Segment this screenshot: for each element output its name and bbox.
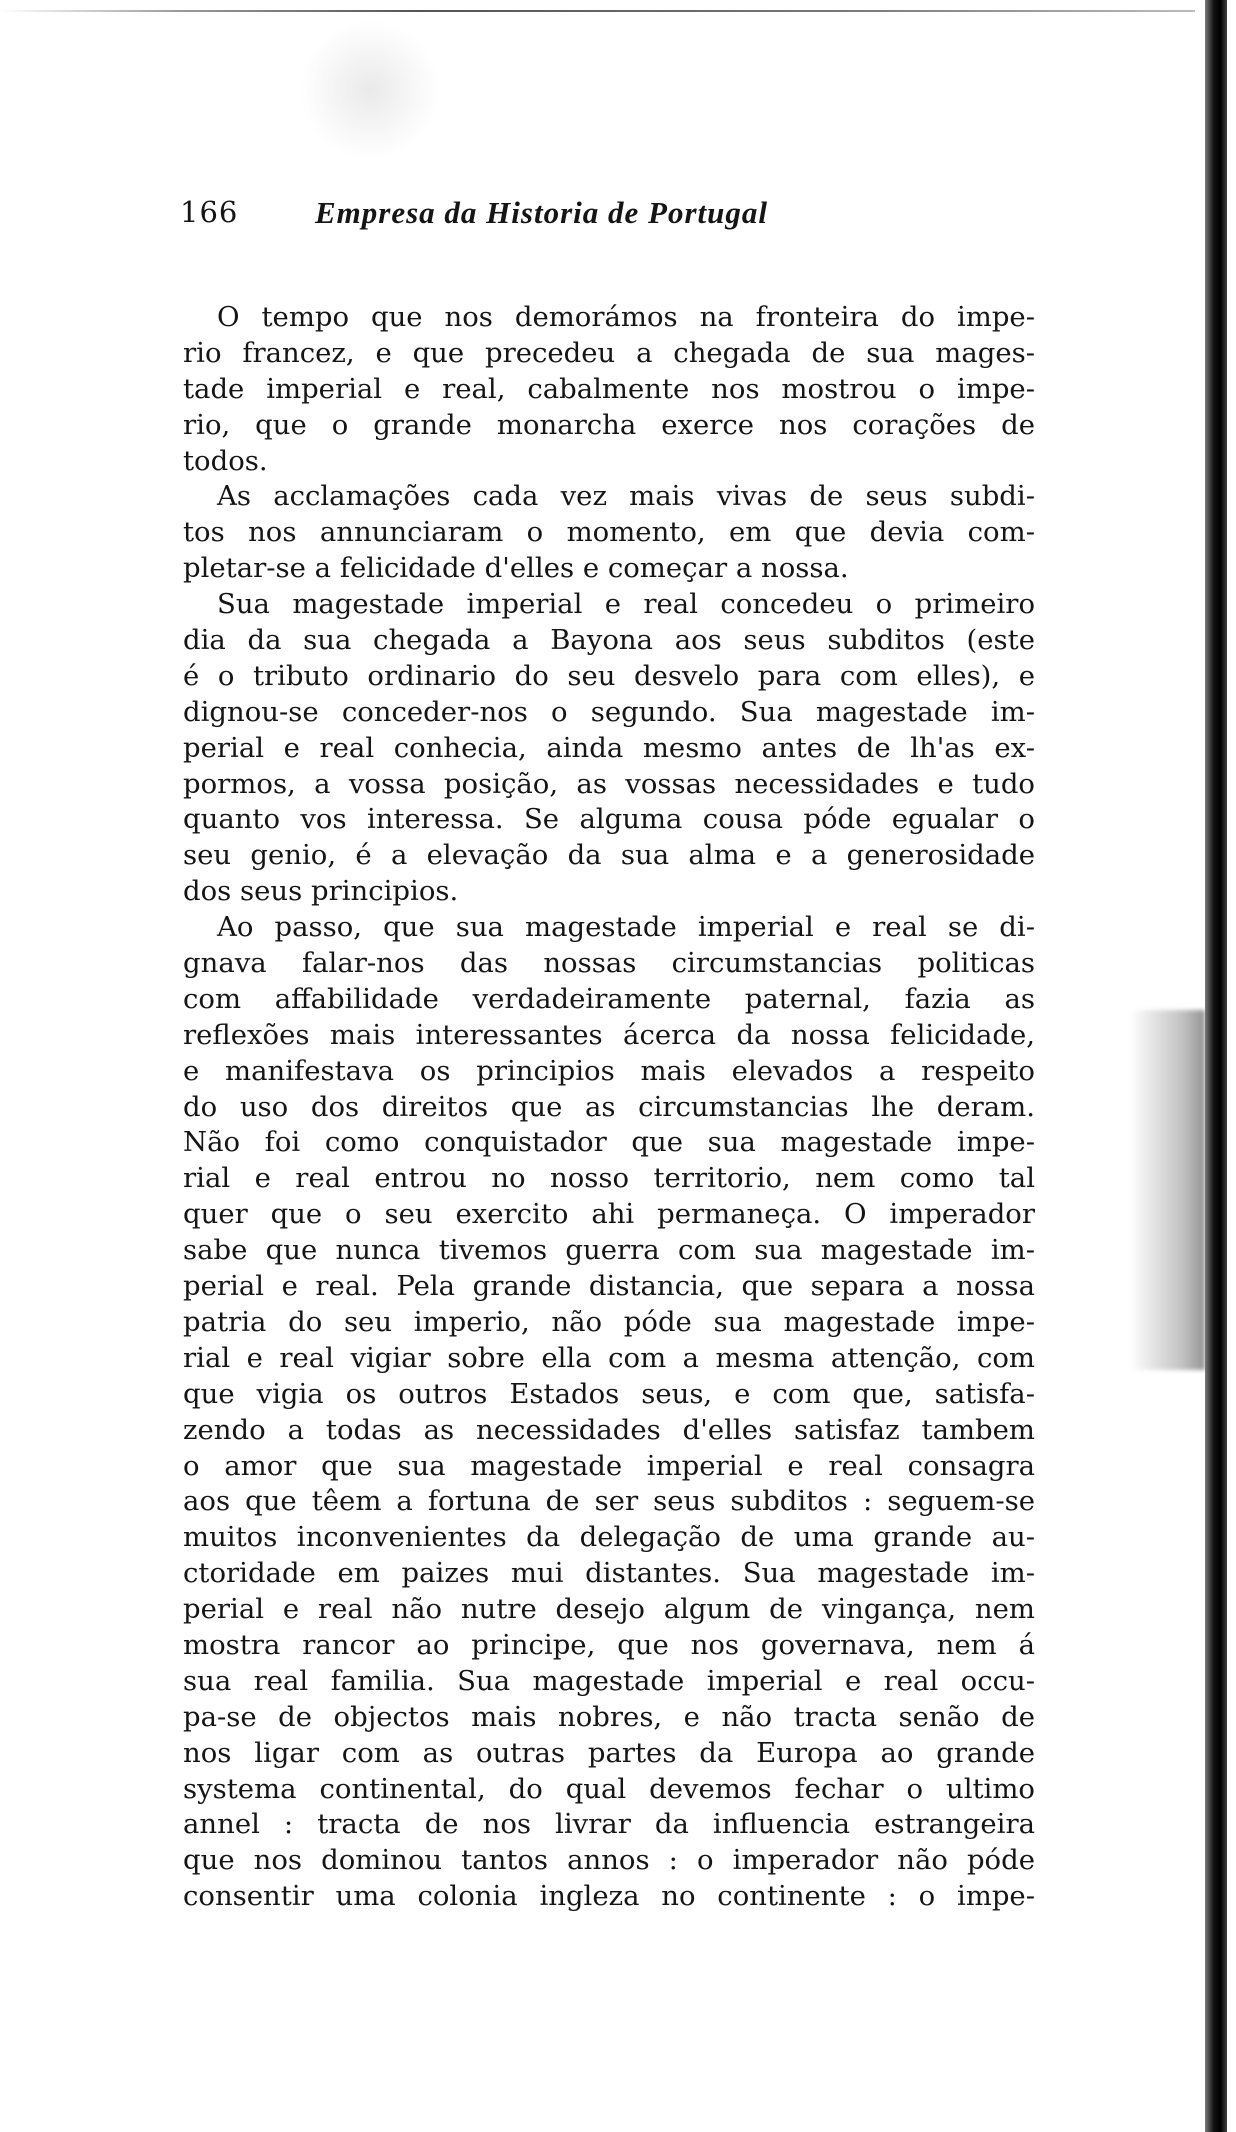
text-line: As acclamações cada vez mais vivas de seus subdi- bbox=[217, 480, 1035, 513]
text-line: pletar-se a felicidade d'elles e começar a nossa. bbox=[183, 552, 849, 585]
text-line: perial e real. Pela grande distancia, que separa a nossa bbox=[183, 1270, 1035, 1303]
text-line: que nos dominou tantos annos : o imperador não póde bbox=[183, 1844, 1035, 1877]
text-line: gnava falar-nos das nossas circumstancias politicas bbox=[183, 947, 1035, 980]
text-line: do uso dos direitos que as circumstancias lhe deram. bbox=[183, 1090, 1035, 1123]
text-line: com affabilidade verdadeiramente paternal, fazia as bbox=[183, 982, 1035, 1015]
text-line: nos ligar com as outras partes da Europa ao grande bbox=[183, 1736, 1035, 1769]
top-page-rule bbox=[0, 10, 1195, 12]
text-line: tos nos annunciaram o momento, em que devia com- bbox=[183, 516, 1035, 549]
text-line: O tempo que nos demorámos na fronteira do impe- bbox=[217, 301, 1035, 333]
text-line: consentir uma colonia ingleza no continente : o impe- bbox=[183, 1880, 1035, 1913]
text-line: muitos inconvenientes da delegação de uma grande au- bbox=[183, 1521, 1035, 1554]
text-line: aos que têem a fortuna de ser seus subditos : seguem-se bbox=[183, 1485, 1035, 1518]
text-line: pormos, a vossa posição, as vossas necessidades e tudo bbox=[183, 767, 1035, 800]
text-line: mostra rancor ao principe, que nos governava, nem á bbox=[183, 1628, 1035, 1661]
text-line: seu genio, é a elevação da sua alma e a generosidade bbox=[183, 839, 1035, 872]
text-line: annel : tracta de nos livrar da influencia estrangeira bbox=[183, 1808, 1035, 1841]
text-line: dos seus principios. bbox=[183, 875, 459, 908]
text-line: ctoridade em paizes mui distantes. Sua magestade im- bbox=[183, 1557, 1035, 1590]
page-number: 166 bbox=[180, 195, 239, 229]
text-line: rio francez, e que precedeu a chegada de sua mages- bbox=[183, 336, 1035, 369]
text-line: todos. bbox=[183, 444, 268, 477]
text-line: e manifestava os principios mais elevados a respeito bbox=[183, 1054, 1035, 1087]
text-line: rial e real vigiar sobre ella com a mesma attenção, com bbox=[183, 1341, 1035, 1374]
text-line: quer que o seu exercito ahi permaneça. O imperador bbox=[183, 1198, 1035, 1231]
binding-shadow bbox=[1130, 1010, 1205, 1370]
text-line: zendo a todas as necessidades d'elles satisfaz tambem bbox=[183, 1413, 1035, 1446]
text-line: o amor que sua magestade imperial e real consagra bbox=[183, 1449, 1035, 1482]
text-line: perial e real conhecia, ainda mesmo antes de lh'as ex- bbox=[183, 731, 1035, 764]
body-text bbox=[183, 300, 1035, 1915]
text-line: Ao passo, que sua magestade imperial e real se di- bbox=[217, 911, 1035, 944]
text-line: rio, que o grande monarcha exerce nos corações de bbox=[183, 408, 1035, 441]
text-line: sabe que nunca tivemos guerra com sua magestade im- bbox=[183, 1234, 1035, 1267]
text-line: é o tributo ordinario do seu desvelo para com elles), e bbox=[183, 659, 1035, 692]
text-line: que vigia os outros Estados seus, e com que, satisfa- bbox=[183, 1377, 1035, 1410]
book-binding-edge bbox=[1205, 0, 1227, 2132]
text-line: patria do seu imperio, não póde sua magestade impe- bbox=[183, 1305, 1035, 1338]
text-line: Sua magestade imperial e real concedeu o primeiro bbox=[217, 588, 1035, 621]
text-line: rial e real entrou no nosso territorio, nem como tal bbox=[183, 1162, 1035, 1195]
ink-bleed-smudge bbox=[300, 20, 440, 160]
text-line: dia da sua chegada a Bayona aos seus subditos (este bbox=[183, 624, 1035, 657]
text-line: reflexões mais interessantes ácerca da nossa felicidade, bbox=[183, 1018, 1035, 1051]
text-line: sua real familia. Sua magestade imperial e real occu- bbox=[183, 1664, 1035, 1697]
text-line: quanto vos interessa. Se alguma cousa póde egualar o bbox=[183, 803, 1035, 836]
text-line: pa-se de objectos mais nobres, e não tracta senão de bbox=[183, 1700, 1035, 1733]
text-line: systema continental, do qual devemos fechar o ultimo bbox=[183, 1772, 1035, 1805]
text-line: dignou-se conceder-nos o segundo. Sua magestade im- bbox=[183, 695, 1035, 728]
book-title: Empresa da Historia de Portugal bbox=[315, 195, 768, 230]
running-head bbox=[180, 195, 940, 235]
text-line: perial e real não nutre desejo algum de vingança, nem bbox=[183, 1593, 1035, 1626]
text-line: tade imperial e real, cabalmente nos mostrou o impe- bbox=[183, 372, 1035, 405]
text-line: Não foi como conquistador que sua magestade impe- bbox=[183, 1126, 1035, 1159]
